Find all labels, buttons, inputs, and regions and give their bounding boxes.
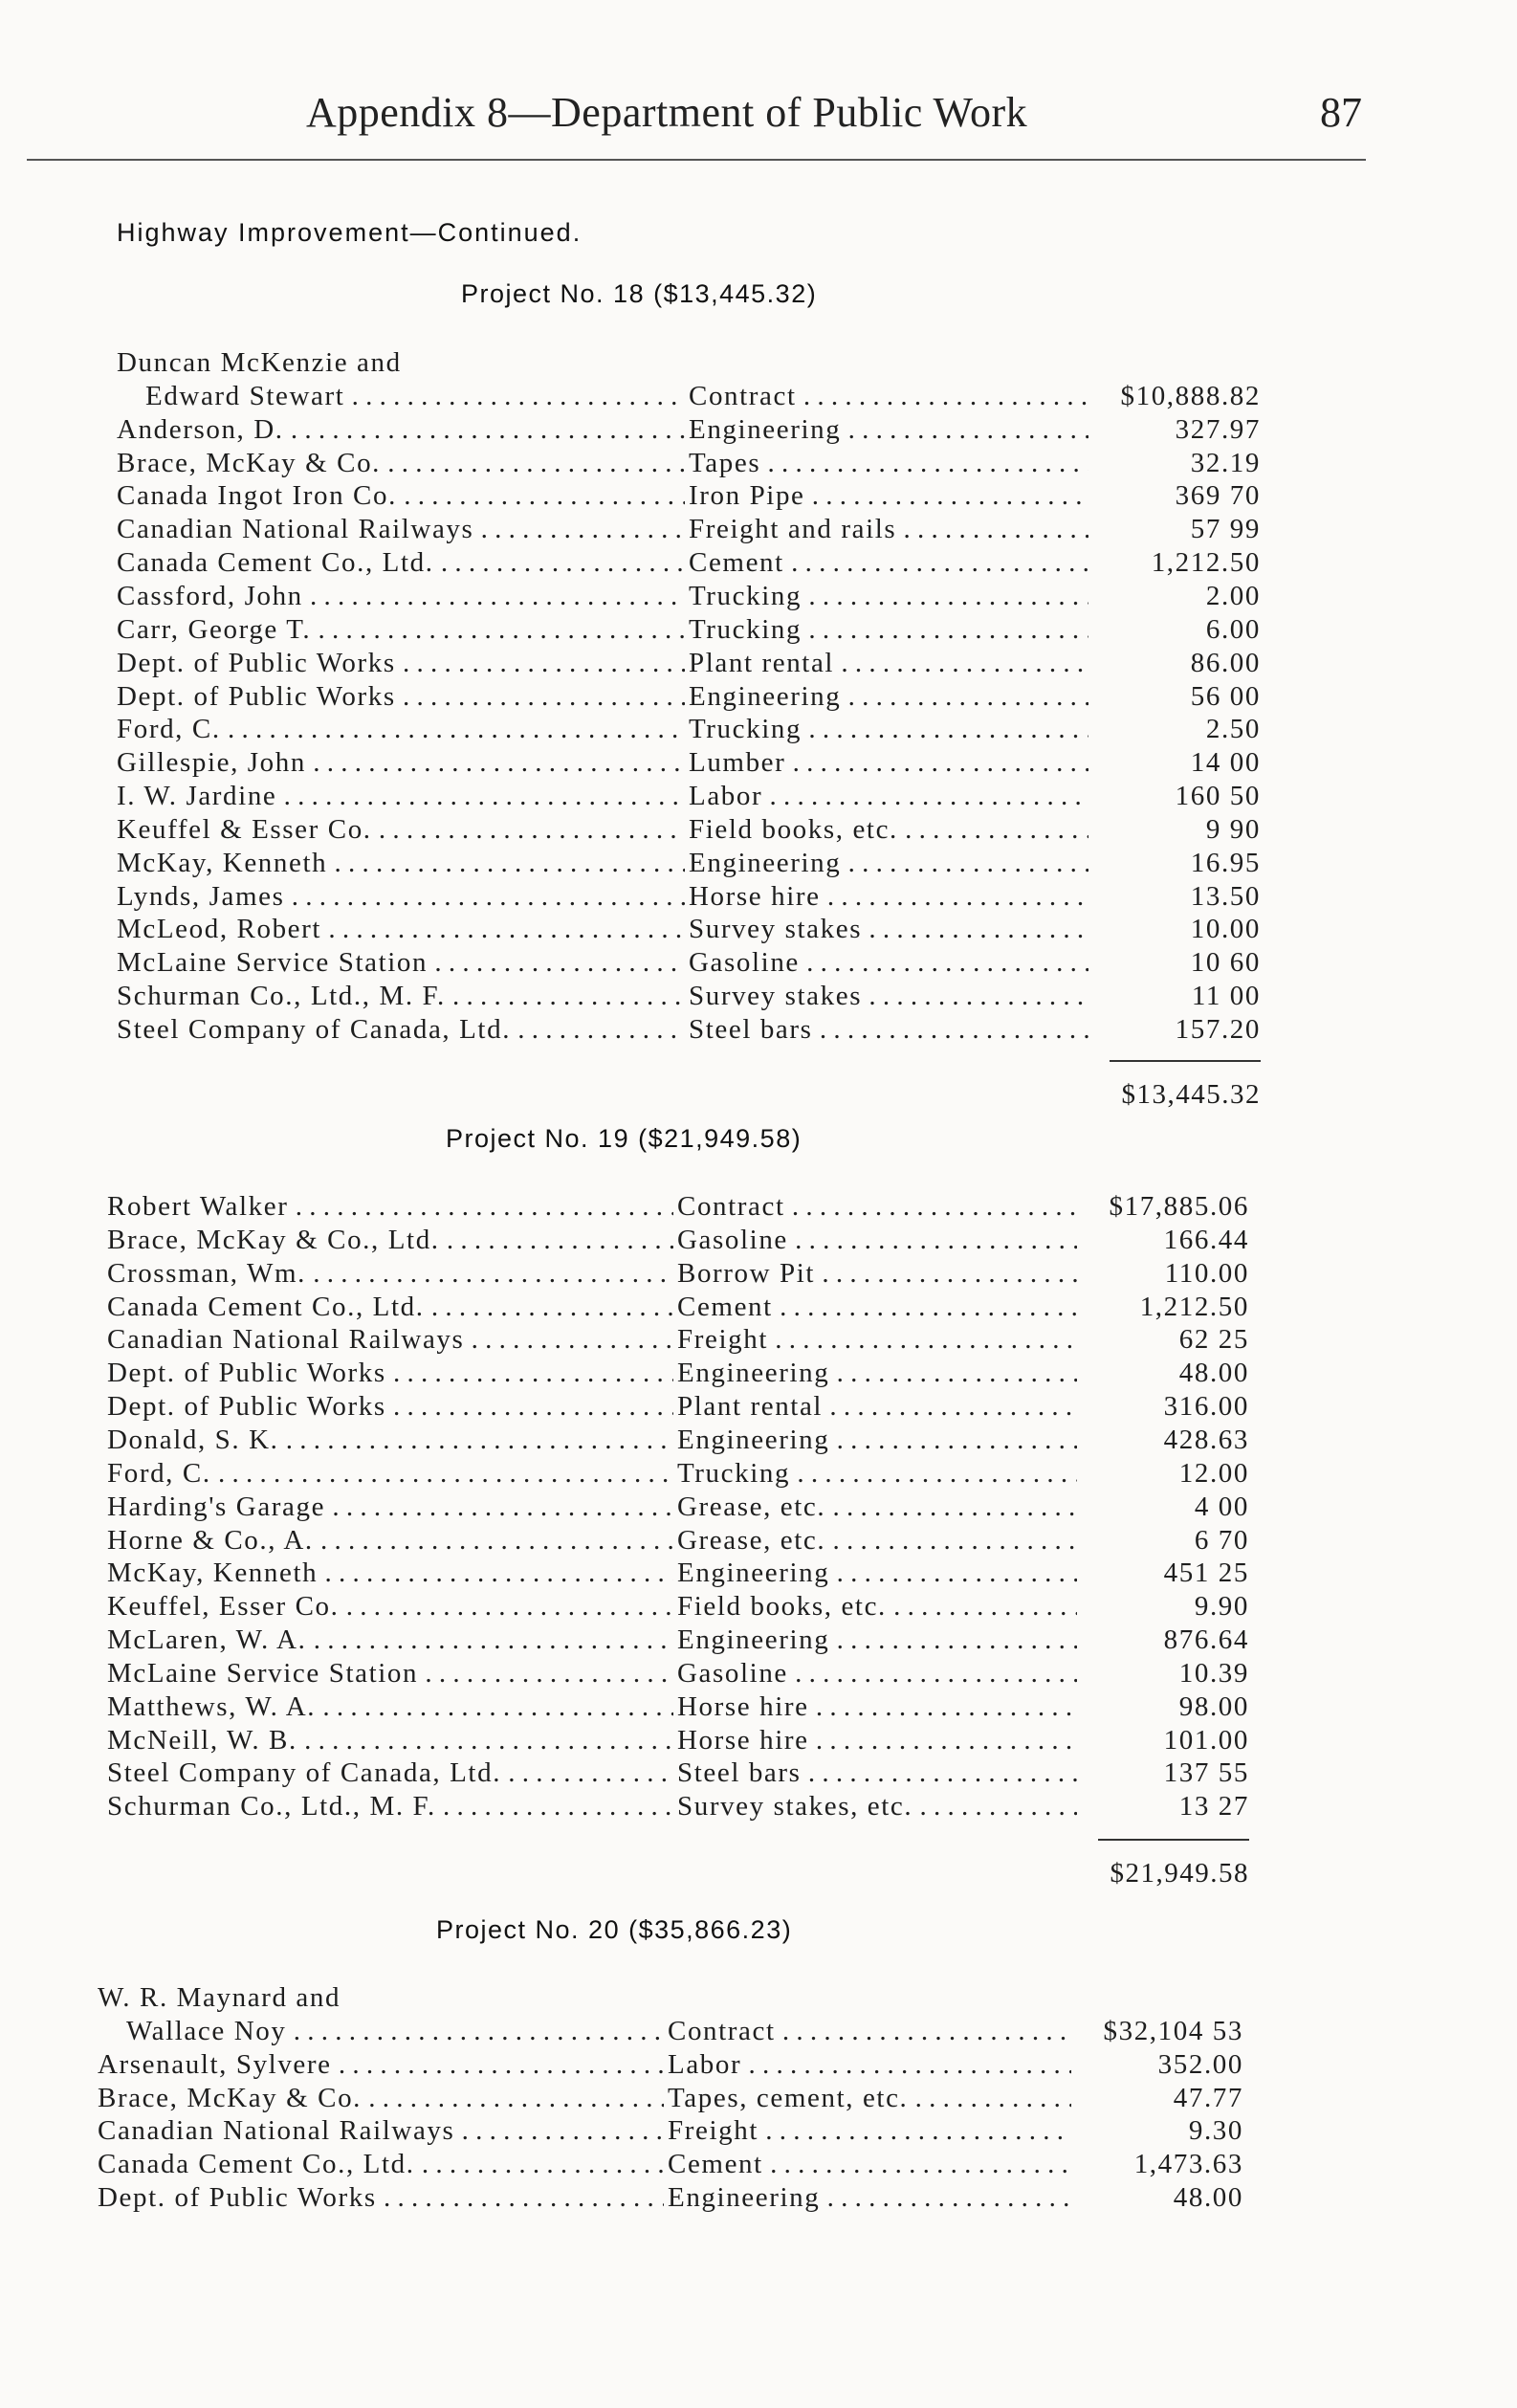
payee-name: Anderson, D. . . . (117, 413, 685, 446)
item-description: Grease, etc. . . . (677, 1524, 1077, 1557)
item-description: Trucking . . . (677, 1457, 1077, 1490)
payee-name: McLaine Service Station . . . (117, 946, 685, 979)
ledger-row (0, 1457, 1517, 1490)
item-description: Contract . . . (677, 1190, 1077, 1223)
amount: 369 70 (1175, 480, 1261, 512)
payee-name: Schurman Co., Ltd., M. F. . . . (117, 980, 685, 1012)
payee-name: Edward Stewart . . . (145, 380, 685, 412)
ledger-row (0, 1323, 1517, 1356)
payee-name: Keuffel & Esser Co. . . . (117, 813, 685, 846)
ledger-row (0, 1756, 1517, 1789)
payee-name: McKay, Kenneth . . . (117, 847, 685, 879)
item-description: Gasoline . . . (677, 1657, 1077, 1690)
item-description: Iron Pipe . . . (689, 479, 1088, 512)
payee-name: Dept. of Public Works . . . (98, 2181, 664, 2214)
payee-name: Steel Company of Canada, Ltd. . . . (107, 1756, 673, 1789)
item-description: Cement . . . (689, 546, 1088, 579)
amount: 16.95 (1190, 847, 1261, 878)
item-description: Survey stakes . . . (689, 913, 1088, 945)
payee-name: Keuffel, Esser Co. . . . (107, 1590, 673, 1623)
payee-name: Dept. of Public Works . . . (117, 647, 685, 679)
amount: $32,104 53 (1103, 2015, 1243, 2046)
amount: 14 00 (1190, 747, 1261, 779)
item-description: Tapes . . . (689, 447, 1088, 479)
amount: 166.44 (1163, 1224, 1249, 1255)
item-description: Plant rental . . . (677, 1390, 1077, 1423)
payee-name: Horne & Co., A. . . . (107, 1524, 673, 1557)
item-description: Engineering . . . (677, 1424, 1077, 1456)
ledger-row (0, 847, 1517, 879)
item-description: Horse hire . . . (677, 1690, 1077, 1723)
payee-name: Lynds, James . . . (117, 880, 685, 913)
item-description: Engineering . . . (689, 413, 1088, 446)
ledger-row (0, 1224, 1517, 1256)
ledger-row (0, 1390, 1517, 1423)
amount: 10.00 (1190, 914, 1261, 945)
item-description: Freight . . . (668, 2114, 1071, 2147)
item-description: Survey stakes . . . (689, 980, 1088, 1012)
header-rule (27, 159, 1366, 161)
payee-name: Canadian National Railways . . . (117, 513, 685, 545)
ledger-row (0, 2015, 1517, 2047)
payee-name: Duncan McKenzie and (117, 347, 402, 378)
ledger-row (0, 1724, 1517, 1756)
amount: 6 70 (1194, 1524, 1249, 1556)
ledger-row (0, 1357, 1517, 1389)
payee-name: Gillespie, John . . . (117, 746, 685, 779)
amount: 137 55 (1163, 1757, 1249, 1789)
ledger-row (0, 1657, 1517, 1690)
item-description: Trucking . . . (689, 580, 1088, 612)
amount: 2.50 (1205, 714, 1261, 745)
payee-name: Dept. of Public Works . . . (107, 1357, 673, 1389)
project-title: Project No. 18 ($13,445.32) (461, 279, 818, 308)
ledger-row (0, 413, 1517, 446)
ledger-row (0, 1257, 1517, 1290)
payee-name: Matthews, W. A. . . . (107, 1690, 673, 1723)
ledger-row (0, 513, 1517, 545)
section-heading: Highway Improvement—Continued. (117, 218, 583, 247)
item-description: Trucking . . . (689, 713, 1088, 745)
amount: 47.77 (1173, 2082, 1243, 2113)
payee-name: Canada Cement Co., Ltd. . . . (107, 1291, 673, 1323)
project-title: Project No. 19 ($21,949.58) (446, 1124, 802, 1153)
payee-name: Canadian National Railways . . . (98, 2114, 664, 2147)
ledger-row (0, 746, 1517, 779)
amount: 6.00 (1205, 613, 1261, 645)
ledger-row (0, 2082, 1517, 2114)
item-description: Contract . . . (689, 380, 1088, 412)
payee-name: Canada Cement Co., Ltd. . . . (98, 2148, 664, 2180)
item-description: Labor . . . (668, 2048, 1071, 2081)
payee-name: Schurman Co., Ltd., M. F. . . . (107, 1790, 673, 1823)
payee-name: Arsenault, Sylvere . . . (98, 2048, 664, 2081)
amount: 13 27 (1178, 1791, 1249, 1823)
ledger-row (0, 2148, 1517, 2180)
item-description: Engineering . . . (668, 2181, 1071, 2214)
ledger-row (0, 380, 1517, 412)
amount: 13.50 (1190, 880, 1261, 912)
ledger-row (0, 713, 1517, 745)
amount: 98.00 (1178, 1690, 1249, 1722)
amount: 57 99 (1190, 514, 1261, 545)
ledger-row (0, 1624, 1517, 1656)
payee-name: Canada Ingot Iron Co. . . . (117, 479, 685, 512)
ledger-row (0, 1424, 1517, 1456)
ledger-row (0, 1557, 1517, 1589)
ledger-row (0, 1590, 1517, 1623)
payee-name: McLaren, W. A. . . . (107, 1624, 673, 1656)
ledger-row (0, 2048, 1517, 2081)
amount: 1,473.63 (1133, 2149, 1243, 2180)
item-description: Engineering . . . (677, 1624, 1077, 1656)
project-total: $13,445.32 (1121, 1079, 1261, 1110)
amount: 9 90 (1205, 813, 1261, 845)
item-description: Engineering . . . (677, 1357, 1077, 1389)
payee-name: Wallace Noy . . . (126, 2015, 664, 2047)
amount: 48.00 (1173, 2182, 1243, 2214)
payee-name: McLaine Service Station . . . (107, 1657, 673, 1690)
payee-name: W. R. Maynard and (98, 1982, 341, 2013)
total-rule (1098, 1839, 1249, 1841)
payee-name: Donald, S. K. . . . (107, 1424, 673, 1456)
payee-name: Ford, C. . . . (107, 1457, 673, 1490)
payee-name: Ford, C. . . . (117, 713, 685, 745)
ledger-row (0, 913, 1517, 945)
item-description: Grease, etc. . . . (677, 1491, 1077, 1523)
ledger-row (0, 1690, 1517, 1723)
item-description: Field books, etc. . . . (677, 1590, 1077, 1623)
amount: 10 60 (1190, 947, 1261, 979)
ledger-row (0, 780, 1517, 812)
amount: 4 00 (1194, 1491, 1249, 1522)
payee-name: Brace, McKay & Co. . . . (117, 447, 685, 479)
payee-name: Dept. of Public Works . . . (117, 680, 685, 713)
amount: $17,885.06 (1109, 1191, 1249, 1222)
item-description: Horse hire . . . (689, 880, 1088, 913)
ledger-row (0, 680, 1517, 713)
ledger-row (0, 980, 1517, 1012)
ledger-row (0, 647, 1517, 679)
amount: 451 25 (1163, 1557, 1249, 1589)
item-description: Plant rental . . . (689, 647, 1088, 679)
project-total: $21,949.58 (1110, 1858, 1249, 1889)
payee-name: Crossman, Wm. . . . (107, 1257, 673, 1290)
item-description: Gasoline . . . (677, 1224, 1077, 1256)
amount: 110.00 (1164, 1257, 1249, 1289)
item-description: Borrow Pit . . . (677, 1257, 1077, 1290)
amount: 62 25 (1178, 1324, 1249, 1356)
ledger-row (0, 2181, 1517, 2214)
item-description: Gasoline . . . (689, 946, 1088, 979)
payee-name: Harding's Garage . . . (107, 1491, 673, 1523)
amount: $10,888.82 (1120, 380, 1261, 411)
amount: 9.30 (1188, 2115, 1243, 2147)
ledger-row (0, 546, 1517, 579)
amount: 327.97 (1175, 413, 1261, 445)
amount: 9.90 (1194, 1591, 1249, 1623)
payee-name: Canada Cement Co., Ltd. . . . (117, 546, 685, 579)
item-description: Freight and rails . . . (689, 513, 1088, 545)
amount: 316.00 (1163, 1391, 1249, 1423)
ledger-row (0, 880, 1517, 913)
payee-name: McLeod, Robert . . . (117, 913, 685, 945)
ledger-row (0, 1491, 1517, 1523)
item-description: Freight . . . (677, 1323, 1077, 1356)
payee-name: Brace, McKay & Co., Ltd. . . . (107, 1224, 673, 1256)
ledger-row-prefix (0, 346, 1517, 379)
payee-name: Cassford, John . . . (117, 580, 685, 612)
item-description: Survey stakes, etc. . . . (677, 1790, 1077, 1823)
item-description: Tapes, cement, etc. . . . (668, 2082, 1071, 2114)
ledger-row (0, 1291, 1517, 1323)
payee-name: Carr, George T. . . . (117, 613, 685, 646)
amount: 86.00 (1190, 647, 1261, 678)
ledger-row (0, 479, 1517, 512)
amount: 56 00 (1190, 680, 1261, 712)
amount: 352.00 (1157, 2048, 1243, 2080)
item-description: Steel bars . . . (677, 1756, 1077, 1789)
ledger-row (0, 613, 1517, 646)
item-description: Engineering . . . (677, 1557, 1077, 1589)
ledger-row (0, 1524, 1517, 1557)
item-description: Engineering . . . (689, 847, 1088, 879)
item-description: Lumber . . . (689, 746, 1088, 779)
amount: 11 00 (1191, 981, 1261, 1012)
total-rule (1110, 1060, 1261, 1062)
payee-name: Brace, McKay & Co. . . . (98, 2082, 664, 2114)
amount: 157.20 (1175, 1014, 1261, 1045)
amount: 876.64 (1163, 1624, 1249, 1656)
amount: 428.63 (1163, 1424, 1249, 1455)
amount: 48.00 (1178, 1358, 1249, 1389)
amount: 2.00 (1205, 580, 1261, 611)
payee-name: Robert Walker . . . (107, 1190, 673, 1223)
item-description: Engineering . . . (689, 680, 1088, 713)
item-description: Trucking . . . (689, 613, 1088, 646)
amount: 32.19 (1190, 447, 1261, 478)
item-description: Contract . . . (668, 2015, 1071, 2047)
payee-name: Dept. of Public Works . . . (107, 1390, 673, 1423)
item-description: Cement . . . (677, 1291, 1077, 1323)
amount: 1,212.50 (1139, 1291, 1249, 1322)
payee-name: I. W. Jardine . . . (117, 780, 685, 812)
item-description: Field books, etc. . . . (689, 813, 1088, 846)
ledger-row (0, 1790, 1517, 1823)
payee-name: Canadian National Railways . . . (107, 1323, 673, 1356)
ledger-row (0, 447, 1517, 479)
ledger-row (0, 580, 1517, 612)
project-title: Project No. 20 ($35,866.23) (436, 1915, 793, 1944)
amount: 1,212.50 (1151, 547, 1261, 579)
item-description: Cement . . . (668, 2148, 1071, 2180)
payee-name: McKay, Kenneth . . . (107, 1557, 673, 1589)
ledger-row (0, 2114, 1517, 2147)
page-number: 87 (1320, 89, 1362, 136)
ledger-row (0, 1013, 1517, 1046)
amount: 101.00 (1163, 1724, 1249, 1756)
ledger-row (0, 1190, 1517, 1223)
ledger-row (0, 813, 1517, 846)
amount: 10.39 (1178, 1657, 1249, 1689)
item-description: Labor . . . (689, 780, 1088, 812)
amount: 160 50 (1175, 781, 1261, 812)
header-title: Appendix 8—Department of Public Work (306, 89, 1028, 136)
ledger-row-prefix (0, 1981, 1517, 2014)
item-description: Steel bars . . . (689, 1013, 1088, 1046)
amount: 12.00 (1178, 1457, 1249, 1489)
ledger-row (0, 946, 1517, 979)
payee-name: McNeill, W. B. . . . (107, 1724, 673, 1756)
item-description: Horse hire . . . (677, 1724, 1077, 1756)
payee-name: Steel Company of Canada, Ltd. . . . (117, 1013, 685, 1046)
